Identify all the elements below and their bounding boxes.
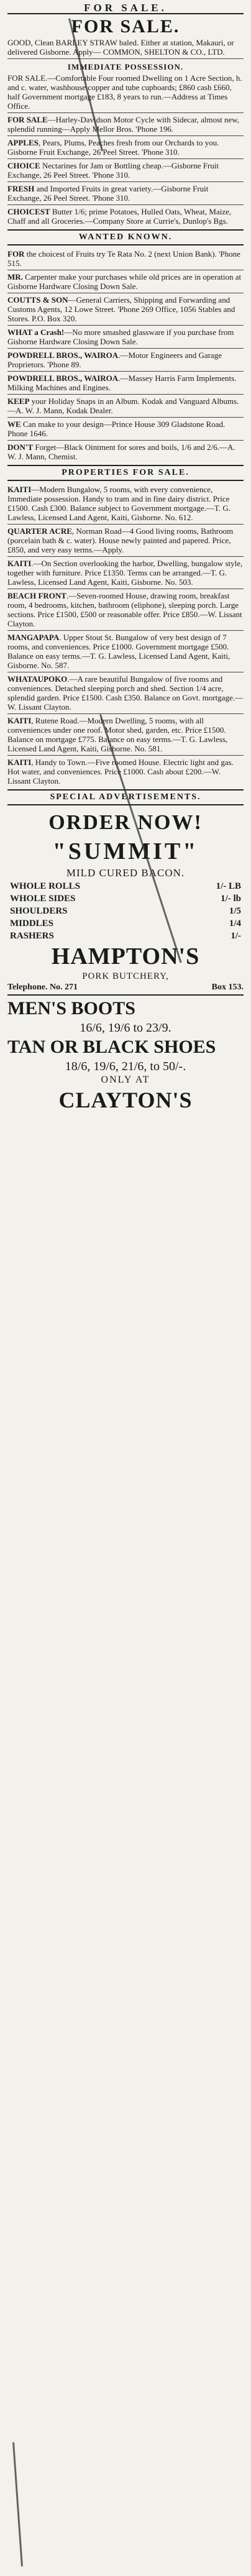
divider bbox=[7, 713, 244, 714]
divider bbox=[7, 204, 244, 205]
property-ad: KAITI—Modern Bungalow, 5 rooms, with every convenience, Immediate possession. Handy to tram and in fine dairy district. Price £1500. Cash £300. Balance subject to Government mortgage.—T. G. Lawless, Licensed Land Agent, Kaiti, Gisborne. No. 612. bbox=[7, 485, 230, 522]
divider bbox=[7, 135, 244, 136]
mens-boots-heading: MEN'S BOOTS bbox=[7, 998, 135, 1019]
divider bbox=[7, 394, 244, 395]
price-row: SHOULDERS 1/5 bbox=[10, 906, 241, 916]
property-ad: WHATAUPOKO.—A rare beautiful Bungalow of five rooms and conveniences. Detached sleeping porch and shed. Section 1/4 acre, splendid garden. Price £1500. Cash £350. Balance on Govt. mortgage.—W. Lissant Clayton. bbox=[7, 674, 244, 712]
price-row: RASHERS 1/- bbox=[10, 931, 241, 941]
property-ad: KAITI, Handy to Town.—Five roomed House. Electric light and gas. Hot water, and conveniences. Price £1000. Cash about £200.—W. Lissant Clayton. bbox=[7, 758, 234, 786]
price-row: WHOLE ROLLS 1/- LB bbox=[10, 881, 241, 891]
classified-ad: WHAT a Crash!—No more smashed glassware if you purchase from Gisborne Hardware Closing Down Sale. bbox=[7, 328, 234, 346]
order-now-heading: ORDER NOW! bbox=[48, 811, 203, 834]
telephone-text: Telephone. No. 271 bbox=[7, 983, 78, 992]
contact-line bbox=[7, 982, 244, 993]
divider bbox=[7, 440, 244, 441]
classified-ad: MR. Carpenter make your purchases while old prices are in operation at Gisborne Hardware Closing Down Sale. bbox=[7, 272, 242, 291]
property-ad: KAITI.—On Section overlooking the harbor, Dwelling, bungalow style, together with furniture. Price £1350. Terms can be arranged.—T. G. Lawless, Licensed Land Agent, Kaiti, Gisborne. No. 503. bbox=[7, 559, 243, 587]
hamptons-name: HAMPTON'S bbox=[51, 943, 200, 969]
classified-ad: CHOICE Nectarines for Jam or Bottling cheap.—Gisborne Fruit Exchange, 26 Peel Street. 'Phone 310. bbox=[7, 161, 219, 180]
shoes-heading: TAN OR BLACK SHOES bbox=[7, 1037, 216, 1057]
divider bbox=[7, 181, 244, 182]
immediate-ad: FOR SALE.—Comfortable Four roomed Dwelling on 1 Acre Section, h. and c. water, washhouse copper and tube cupboards; £860 cash £660, half Government mortgage £183, 8 years to run.—Address at Times Office. bbox=[7, 73, 242, 111]
divider bbox=[7, 524, 244, 525]
classified-ad: POWDRELL BROS., WAIROA.—Massey Harris Farm Implements. Milking Machines and Engines. bbox=[7, 374, 237, 392]
property-ad: BEACH FRONT.—Seven-roomed House, drawing room, breakfast room, 4 bedrooms, kitchen, bathroom (eliphone), sleeping porch. Large sections. Price £1500, £500 or reasonable offer. Price £850.—W. Lissant Clayton. bbox=[7, 591, 242, 628]
properties-heading: PROPERTIES FOR SALE. bbox=[7, 465, 244, 481]
property-ad: KAITI, Rutene Road.—Modern Dwelling, 5 rooms, with all conveniences under one roof. Motor shed, garden, etc. Price £1500. Balance on mortgage £775. Balance on easy terms.—T. G. Lawless, Licensed Land Agent, Kaiti, Gisborne. No. 581. bbox=[7, 716, 228, 753]
classified-ad: CHOICEST Butter 1/6; prime Potatoes, Hulled Oats, Wheat, Maize, Chaff and all Groceries.—Company Store at Currie's, Dunlop's Bgs. bbox=[7, 207, 232, 226]
property-ad: MANGAPAPA. Upper Stout St. Bungalow of very best design of 7 rooms, and conveniences. Price £1000. Government mortgage £500. Balance on easy terms.—T. G. Lawless, Licensed Land Agent, Kaiti, Gisborne. No. 587. bbox=[7, 633, 230, 670]
mens-boots-price: 16/6, 19/6 to 23/9. bbox=[80, 1021, 171, 1035]
page-header: FOR SALE. bbox=[84, 2, 167, 14]
box-text: Box 153. bbox=[211, 983, 244, 992]
divider bbox=[7, 348, 244, 349]
pork-butchery-label: PORK BUTCHERY, bbox=[82, 971, 169, 981]
classified-ad: FOR the choicest of Fruits try Te Rata No. 2 (next Union Bank). 'Phone 515. bbox=[7, 249, 240, 268]
divider bbox=[7, 556, 244, 557]
immediate-heading: IMMEDIATE POSSESSION. bbox=[67, 62, 184, 71]
wanted-heading: WANTED KNOWN. bbox=[7, 229, 244, 245]
divider bbox=[7, 58, 244, 59]
property-ad: QUARTER ACRE, Norman Road—4 Good living rooms, Bathroom (porcelain bath & c. water). House newly painted and papered. Price, £850, and very easy terms.—Apply. bbox=[7, 526, 234, 554]
classified-ad: APPLES, Pears, Plums, Peaches fresh from our Orchards to you. Gisborne Fruit Exchange, 26 Peel Street. 'Phone 310. bbox=[7, 138, 219, 157]
divider bbox=[7, 325, 244, 326]
price-row: MIDDLES 1/4 bbox=[10, 919, 241, 928]
divider bbox=[7, 630, 244, 631]
divider bbox=[7, 371, 244, 372]
classified-ad: DON'T Forget—Black Ointment for sores and boils, 1/6 and 2/6.—A. W. J. Mann, Chemist. bbox=[7, 442, 235, 461]
summit-tagline: MILD CURED BACON. bbox=[66, 867, 185, 879]
summit-brand: "SUMMIT" bbox=[52, 838, 199, 864]
straw-ad: GOOD, Clean BARLEY STRAW baled. Either at station, Makauri, or delivered Gisborne. Apply— COMMON, SHELTON & CO., LTD. bbox=[7, 38, 234, 57]
classified-ad: FRESH and Imported Fruits in great variety.—Gisborne Fruit Exchange, 26 Peel Street. 'Phone 310. bbox=[7, 184, 209, 203]
for-sale-heading: FOR SALE. bbox=[71, 16, 180, 37]
divider bbox=[7, 755, 244, 756]
divider bbox=[7, 417, 244, 418]
shoes-price: 18/6, 19/6, 21/6, to 50/-. bbox=[65, 1060, 186, 1073]
only-at-label: ONLY AT bbox=[101, 1075, 150, 1085]
classified-ad: WE Can make to your design—Prince House 309 Gladstone Road. Phone 1646. bbox=[7, 419, 226, 438]
pen-mark bbox=[12, 2442, 23, 2567]
divider bbox=[7, 158, 244, 159]
bacon-price-table bbox=[7, 880, 244, 942]
price-row: WHOLE SIDES 1/- lb bbox=[10, 894, 241, 904]
special-heading: SPECIAL ADVERTISEMENTS. bbox=[7, 789, 244, 805]
divider bbox=[7, 994, 244, 996]
classified-ad: COUTTS & SON—General Carriers, Shipping and Forwarding and Customs Agents, 12 Lowe Street. 'Phone 269 Office, 1056 Stables and Stores. P.O. Box 320. bbox=[7, 295, 235, 323]
classified-ad: KEEP your Holiday Snaps in an Album. Kodak and Vanguard Albums.—A. W. J. Mann, Kodak Dealer. bbox=[7, 396, 239, 415]
claytons-name: CLAYTON'S bbox=[58, 1088, 193, 1112]
classified-ad: POWDRELL BROS., WAIROA.—Motor Engineers and Garage Proprietors. 'Phone 89. bbox=[7, 351, 222, 369]
classified-ad: FOR SALE—Harley-Davidson Motor Cycle with Sidecar, almost new, splendid running—Apply Mellor Bros. 'Phone 196. bbox=[7, 115, 240, 134]
divider bbox=[7, 112, 244, 113]
